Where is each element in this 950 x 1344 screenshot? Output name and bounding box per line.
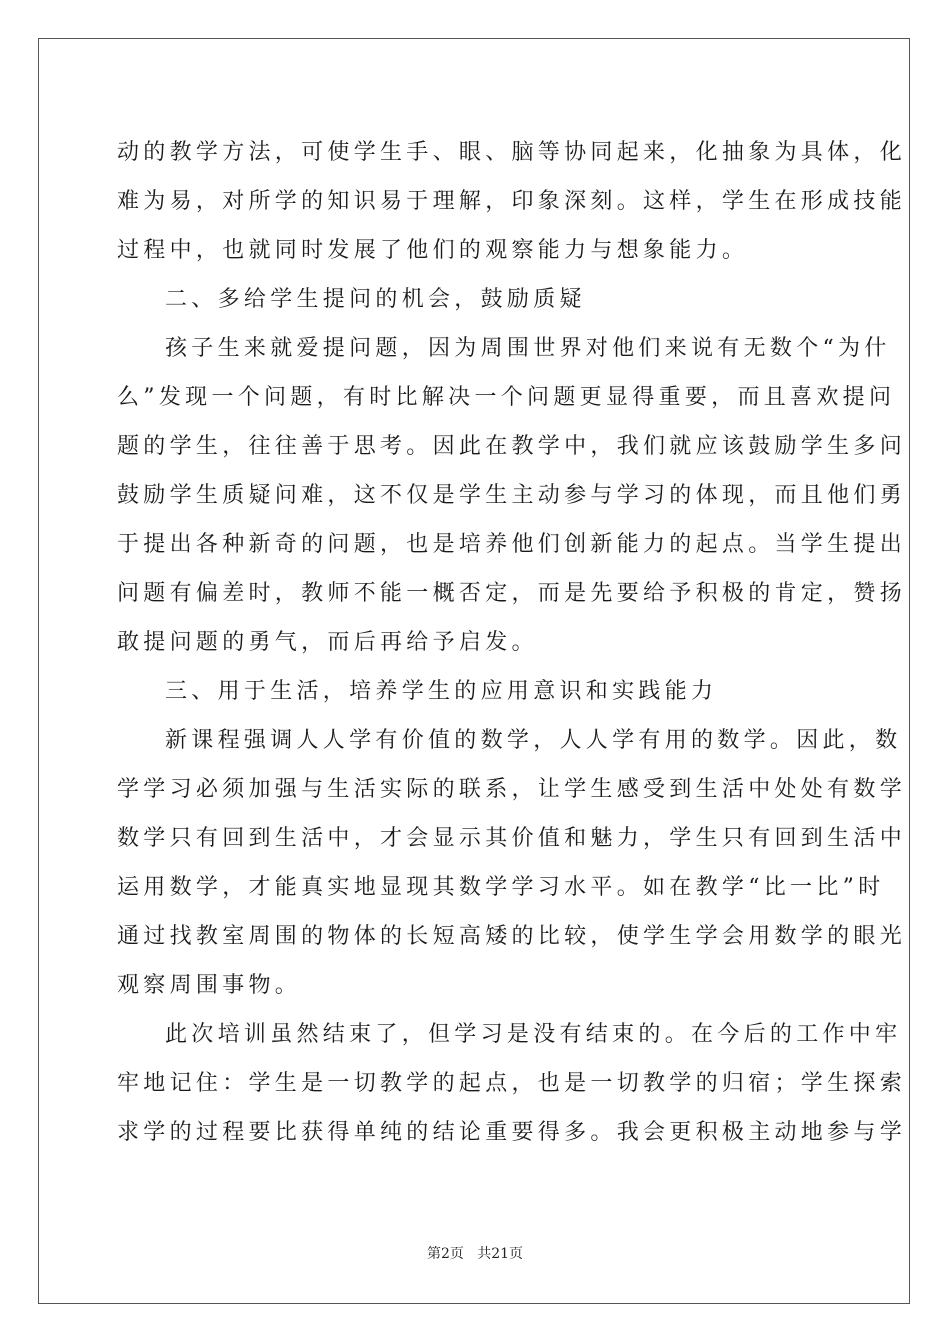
text-line: 新课程强调人人学有价值的数学，人人学有用的数学。因此，数 — [165, 728, 902, 753]
text-line: 于提出各种新奇的问题，也是培养他们创新能力的起点。当学生提出 — [117, 532, 907, 557]
document-body — [117, 128, 907, 1157]
text-line: 孩子生来就爱提问题，因为周围世界对他们来说有无数个“为什 — [165, 336, 891, 361]
text-line: 么”发现一个问题，有时比解决一个问题更显得重要，而且喜欢提问 — [117, 385, 896, 410]
text-line: 数学只有回到生活中，才会显示其价值和魅力，学生只有回到生活中 — [117, 826, 907, 851]
text-line: 鼓励学生质疑问难，这不仅是学生主动参与学习的体现，而且他们勇 — [117, 483, 907, 508]
text-line: 观察周围事物。 — [117, 973, 302, 998]
text-line: 动的教学方法，可使学生手、眼、脑等协同起来，化抽象为具体，化 — [117, 140, 907, 165]
text-line: 敢提问题的勇气，而后再给予启发。 — [117, 630, 538, 655]
text-line: 牢地记住：学生是一切教学的起点，也是一切教学的归宿；学生探索 — [117, 1071, 907, 1096]
text-line: 三、用于生活，培养学生的应用意识和实践能力 — [165, 679, 718, 704]
text-line: 过程中，也就同时发展了他们的观察能力与想象能力。 — [117, 238, 749, 263]
text-line: 运用数学，才能真实地显现其数学学习水平。如在教学“比一比”时 — [117, 875, 885, 900]
page-number-footer: 第2页 共21页 — [426, 1246, 524, 1262]
text-line: 求学的过程要比获得单纯的结论重要得多。我会更积极主动地参与学 — [117, 1120, 907, 1145]
text-line: 通过找教室周围的物体的长短高矮的比较，使学生学会用数学的眼光 — [117, 924, 907, 949]
text-line: 题的学生，往往善于思考。因此在教学中，我们就应该鼓励学生多问 — [117, 434, 907, 459]
text-line: 此次培训虽然结束了，但学习是没有结束的。在今后的工作中牢 — [165, 1022, 902, 1047]
text-line: 问题有偏差时，教师不能一概否定，而是先要给予积极的肯定，赞扬 — [117, 581, 907, 606]
text-line: 难为易，对所学的知识易于理解，印象深刻。这样，学生在形成技能 — [117, 189, 907, 214]
text-line: 二、多给学生提问的机会，鼓励质疑 — [165, 287, 586, 312]
text-line: 学学习必须加强与生活实际的联系，让学生感受到生活中处处有数学 — [117, 777, 907, 802]
